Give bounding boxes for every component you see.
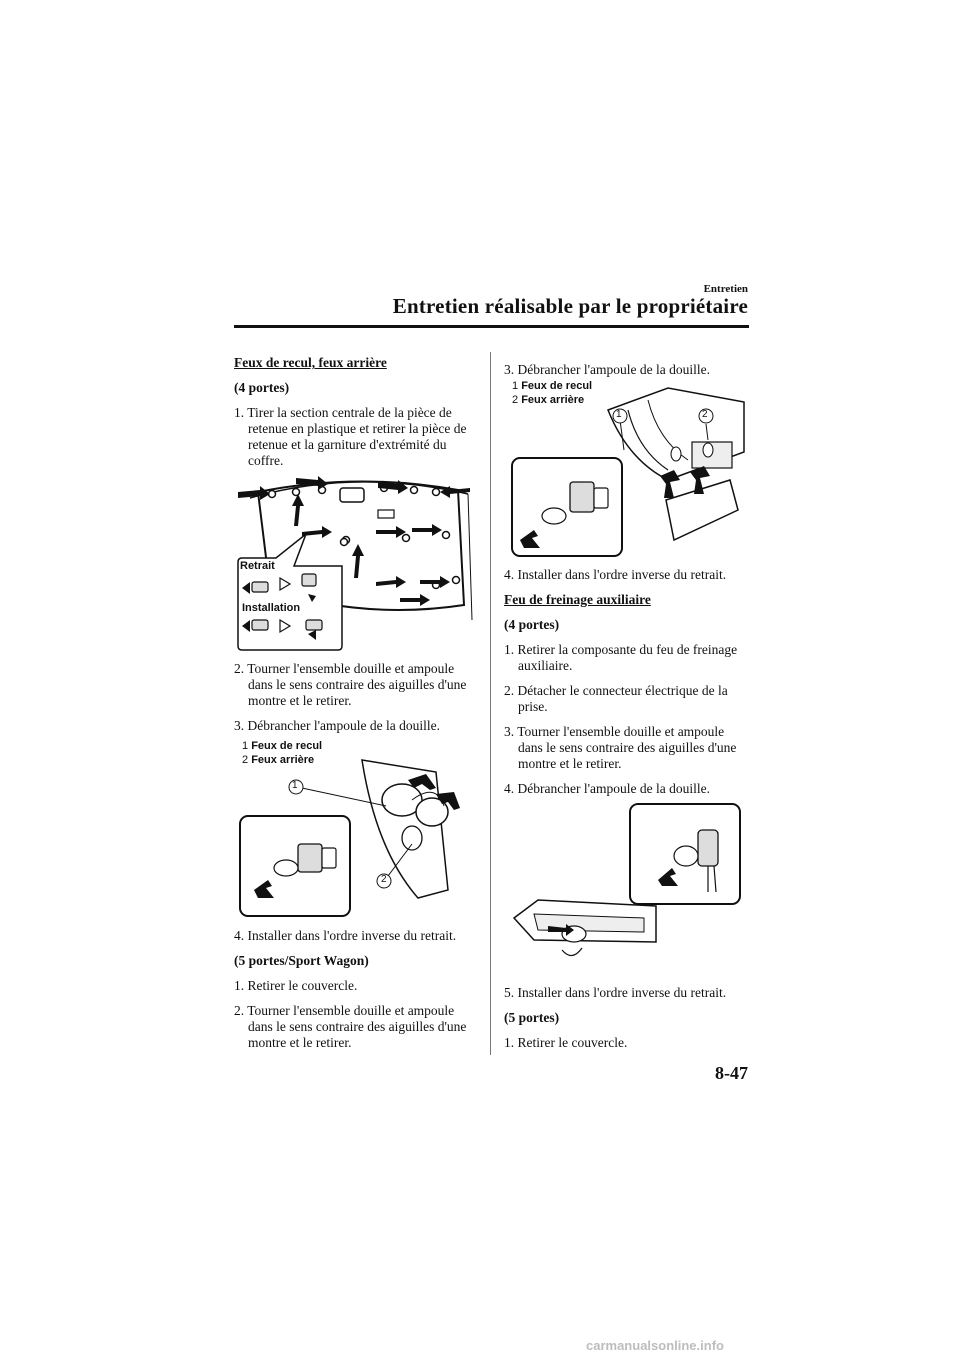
legend-arriere xyxy=(242,754,314,766)
subheading-5-doors-wagon: (5 portes/Sport Wagon) xyxy=(234,953,369,968)
legend-text: Feux de recul xyxy=(251,740,323,752)
figure-tail-light-5-door xyxy=(508,380,748,560)
callout-1: 1 xyxy=(616,409,622,420)
step-turn-socket: 2. Tourner l'ensemble douille et ampoule dans le sens contraire des aiguilles d'une montre et le retirer. xyxy=(234,661,467,708)
figure-auxiliary-brake-light xyxy=(508,802,744,968)
left-column xyxy=(234,355,474,478)
callout-1: 1 xyxy=(292,780,298,791)
figure-trunk-trim xyxy=(236,470,482,654)
step-remove-cover-2: 1. Retirer le couvercle. xyxy=(504,1035,628,1050)
callout-2: 2 xyxy=(381,874,387,885)
legend-number: 2 xyxy=(512,394,519,406)
label-retrait: Retrait xyxy=(240,560,275,572)
column-divider xyxy=(490,352,491,1055)
step-turn-socket-3: 3. Tourner l'ensemble douille et ampoule dans le sens contraire des aiguilles d'une montre et le retirer. xyxy=(504,724,737,771)
step-remove-brake-light: 1. Retirer la composante du feu de freinage auxiliaire. xyxy=(504,642,738,673)
legend-number: 1 xyxy=(512,380,519,392)
page-title: Entretien réalisable par le propriétaire xyxy=(392,294,748,318)
legend-number: 1 xyxy=(242,740,249,752)
right-column-bottom xyxy=(504,985,744,1060)
legend-recul xyxy=(242,740,322,752)
legend-recul-2 xyxy=(512,380,592,392)
step-reinstall-3: 5. Installer dans l'ordre inverse du retrait. xyxy=(504,985,727,1000)
subheading-4-doors-2: (4 portes) xyxy=(504,617,560,632)
step-disconnect-bulb: 3. Débrancher l'ampoule de la douille. xyxy=(234,718,440,733)
callout-2: 2 xyxy=(702,409,708,420)
heading-auxiliary-brake-light: Feu de freinage auxiliaire xyxy=(504,592,651,607)
left-column-bottom xyxy=(234,928,474,1060)
legend-text: Feux arrière xyxy=(521,394,585,406)
header-rule xyxy=(234,325,749,328)
right-column-middle xyxy=(504,567,744,806)
legend-text: Feux arrière xyxy=(251,754,315,766)
step-detach-connector: 2. Détacher le connecteur électrique de la prise. xyxy=(504,683,728,714)
figure-tail-light-4-door xyxy=(236,740,476,920)
step-remove-cover: 1. Retirer le couvercle. xyxy=(234,978,358,993)
page-number: 8-47 xyxy=(715,1063,748,1083)
step-disconnect-bulb-3: 4. Débrancher l'ampoule de la douille. xyxy=(504,781,710,796)
legend-number: 2 xyxy=(242,754,249,766)
label-installation: Installation xyxy=(242,602,301,614)
step-reinstall: 4. Installer dans l'ordre inverse du retrait. xyxy=(234,928,457,943)
step-reinstall-2: 4. Installer dans l'ordre inverse du retrait. xyxy=(504,567,727,582)
subheading-5-doors: (5 portes) xyxy=(504,1010,560,1025)
step-disconnect-bulb-2: 3. Débrancher l'ampoule de la douille. xyxy=(504,362,710,377)
step-pull-retainer: 1. Tirer la section centrale de la pièce de retenue en plastique et retirer la pièce de retenue et la garniture d'extrémité du coffre. xyxy=(234,405,467,468)
legend-arriere-2 xyxy=(512,394,584,406)
section-label: Entretien xyxy=(703,283,748,295)
left-column-lower xyxy=(234,661,474,743)
watermark: carmanualsonline.info xyxy=(586,1338,724,1353)
heading-reverse-tail-lights: Feux de recul, feux arrière xyxy=(234,355,387,370)
legend-text: Feux de recul xyxy=(521,380,593,392)
step-turn-socket-2: 2. Tourner l'ensemble douille et ampoule dans le sens contraire des aiguilles d'une montre et le retirer. xyxy=(234,1003,467,1050)
subheading-4-doors: (4 portes) xyxy=(234,380,290,395)
